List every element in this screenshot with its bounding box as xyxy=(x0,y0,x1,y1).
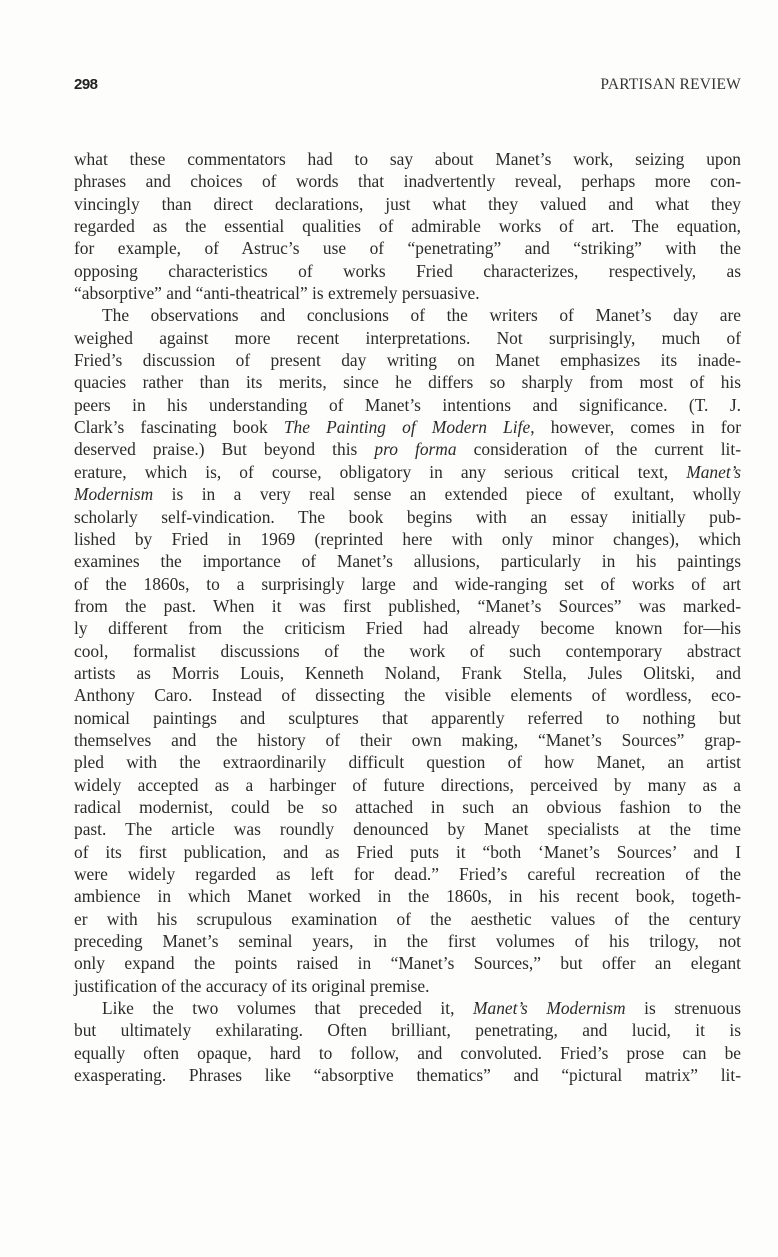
italic-title: Manet’s Modernism xyxy=(473,998,626,1019)
text-line: er with his scrupulous examination of the aesthetic values of the century xyxy=(74,908,741,929)
text-line: for example, of Astruc’s use of “penetrating” and “striking” with the xyxy=(74,238,741,259)
text-line: peers in his understanding of Manet’s intentions and significance. (T. J. xyxy=(74,394,741,415)
text-line: exasperating. Phrases like “absorptive thematics” and “pictural matrix” lit- xyxy=(74,1065,741,1086)
text-line: quacies rather than its merits, since he differs so sharply from most of his xyxy=(74,372,741,393)
text-line: regarded as the essential qualities of admirable works of art. The equation, xyxy=(74,216,741,237)
text-line: of the 1860s, to a surprisingly large and wide-ranging set of works of art xyxy=(74,573,741,594)
page-number: 298 xyxy=(74,76,98,93)
text-line: vincingly than direct declarations, just what they valued and what they xyxy=(74,193,741,214)
text-line: what these commentators had to say about Manet’s work, seizing upon xyxy=(74,149,741,169)
italic-title: Manet’s xyxy=(686,461,741,482)
paragraph xyxy=(74,997,741,1086)
text-line: preceding Manet’s seminal years, in the first volumes of his trilogy, not xyxy=(74,931,741,952)
italic-title: The Painting of Modern Life xyxy=(283,417,531,438)
paragraph xyxy=(74,304,741,997)
text-line: only expand the points raised in “Manet’s Sources,” but offer an elegant xyxy=(74,953,741,974)
text-line: Modernism is in a very real sense an extended piece of exultant, wholly xyxy=(74,484,741,505)
text-line: “absorptive” and “anti-theatrical” is extremely persuasive. xyxy=(74,283,480,304)
text-line: Fried’s discussion of present day writing on Manet emphasizes its inade- xyxy=(74,350,741,371)
paragraph xyxy=(74,148,741,304)
text-line: Anthony Caro. Instead of dissecting the visible elements of wordless, eco- xyxy=(74,685,741,706)
text-line: opposing characteristics of works Fried characterizes, respectively, as xyxy=(74,260,741,281)
text-line: erature, which is, of course, obligatory in any serious critical text, Manet’s xyxy=(74,461,741,482)
text-line: from the past. When it was first published, “Manet’s Sources” was marked- xyxy=(74,595,741,616)
text-line: cool, formalist discussions of the work of such contemporary abstract xyxy=(74,640,741,661)
italic-title: Modernism xyxy=(74,484,154,505)
text-line: radical modernist, could be so attached in such an obvious fashion to the xyxy=(74,796,741,817)
page-header xyxy=(74,76,741,98)
text-line: themselves and the history of their own making, “Manet’s Sources” grap- xyxy=(74,729,741,750)
text-line: were widely regarded as left for dead.” Fried’s careful recreation of the xyxy=(74,864,741,884)
text-line: Clark’s fascinating book The Painting of Modern Life, however, comes in for xyxy=(74,417,741,438)
text-line: examines the importance of Manet’s allusions, particularly in his paintings xyxy=(74,551,741,572)
text-line: phrases and choices of words that inadvertently reveal, perhaps more con- xyxy=(74,171,741,192)
text-line: ly different from the criticism Fried had already become known for—his xyxy=(74,618,741,639)
running-head: PARTISAN REVIEW xyxy=(600,76,741,93)
text-line: past. The article was roundly denounced by Manet specialists at the time xyxy=(74,819,741,840)
text-line: of its first publication, and as Fried puts it “both ‘Manet’s Sources’ and I xyxy=(74,841,741,862)
text-line: but ultimately exhilarating. Often brilliant, penetrating, and lucid, it is xyxy=(74,1020,741,1041)
text-line: The observations and conclusions of the writers of Manet’s day are xyxy=(102,305,741,326)
text-line: deserved praise.) But beyond this pro forma consideration of the current lit- xyxy=(74,439,742,460)
text-line: equally often opaque, hard to follow, and convoluted. Fried’s prose can be xyxy=(74,1042,741,1063)
text-line: ambience in which Manet worked in the 1860s, in his recent book, togeth- xyxy=(74,886,741,907)
text-line: pled with the extraordinarily difficult question of how Manet, an artist xyxy=(74,752,741,773)
text-line: scholarly self-vindication. The book begins with an essay initially pub- xyxy=(74,506,741,527)
body-text xyxy=(74,148,741,1086)
text-line: weighed against more recent interpretations. Not surprisingly, much of xyxy=(74,327,741,348)
text-line: artists as Morris Louis, Kenneth Noland, Frank Stella, Jules Olitski, and xyxy=(74,662,741,683)
text-line: justification of the accuracy of its original premise. xyxy=(74,975,430,996)
text-line: nomical paintings and sculptures that apparently referred to nothing but xyxy=(74,707,741,728)
italic-title: pro forma xyxy=(374,439,457,460)
text-line: Like the two volumes that preceded it, Manet’s Modernism is strenuous xyxy=(102,998,741,1019)
text-line: lished by Fried in 1969 (reprinted here with only minor changes), which xyxy=(74,528,741,549)
text-line: widely accepted as a harbinger of future directions, perceived by many as a xyxy=(74,774,741,795)
